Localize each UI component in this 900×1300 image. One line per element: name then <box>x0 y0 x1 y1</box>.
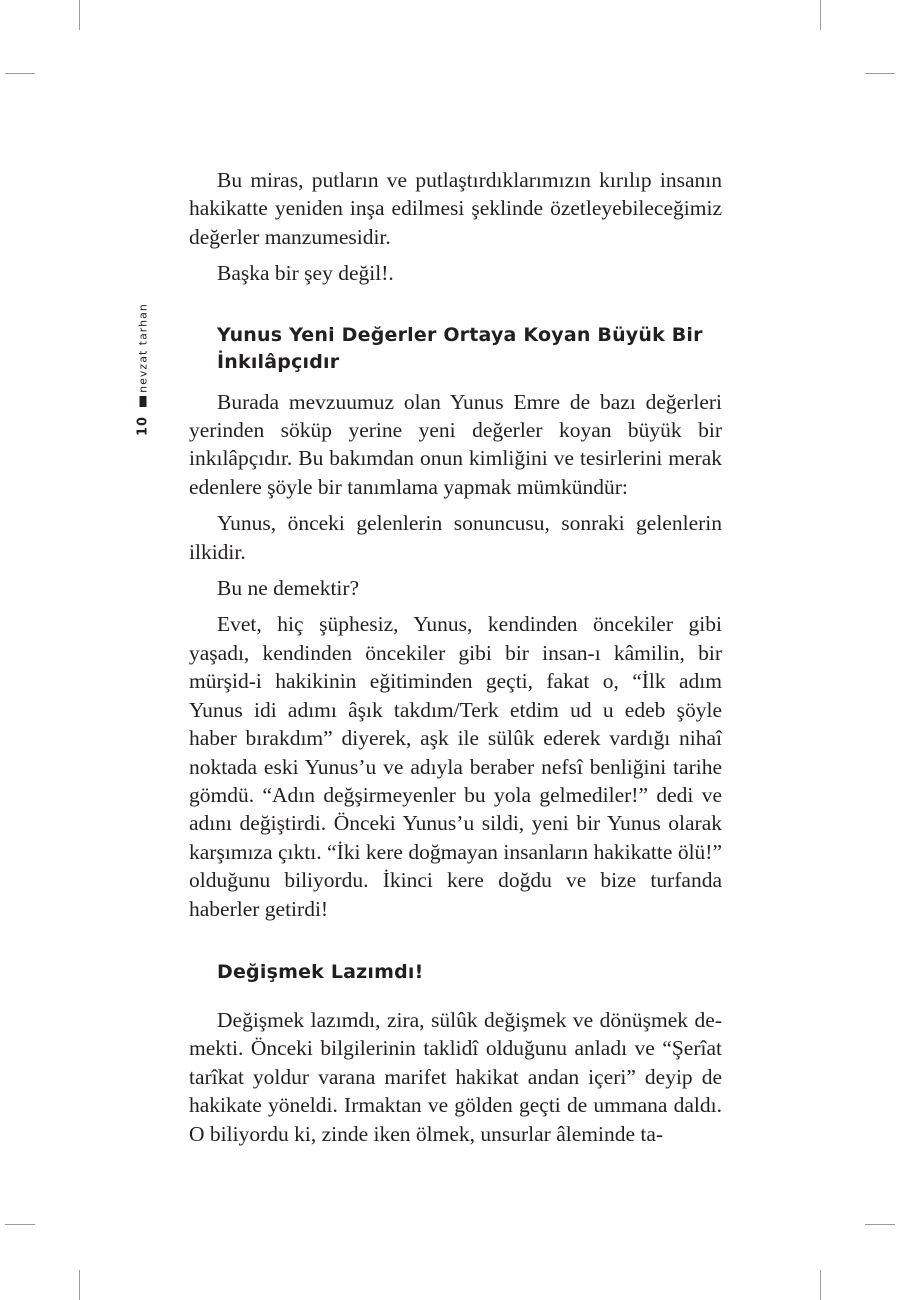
section-heading: Yunus Yeni Değerler Ortaya Koyan Büyük Bir İnkılâpçıdır <box>217 323 703 373</box>
paragraph: Evet, hiç şüphesiz, Yunus, kendinden öncekiler gibi yaşadı, kendinden öncekiler gibi bir insan-ı kâmilin, bir mürşid-i hakikinin eğitiminden geçti, fakat o, “İlk adım Yunus idi adımı âşık takdım/Terk etdim ud u edeb şöyle haber bırakdım” diyerek, aşk ile sülûk ederek vardığı nihaî noktada eski Yunus’u ve adıyla beraber nefsî benliğini tarihe gömdü. “Adın değşirmeyenler bu yola gelmediler!” dedi ve adını değiştirdi. Önceki Yunus’u sildi, yeni bir Yunus olarak karşımıza çıktı. “İki kere doğmayan insanların hakikatte ölü!” olduğunu biliyordu. İkinci kere doğdu ve bize turfanda haberler getirdi! <box>189 612 722 921</box>
crop-mark-left-lower <box>5 1224 35 1225</box>
running-header-marker <box>140 396 147 407</box>
paragraph: Burada mevzuumuz olan Yunus Emre de bazı değerleri yerinden söküp yerine yeni değerler koyan büyük bir inkılâpçıdır. Bu bakımdan onun kimliğini ve tesirlerini merak edenlere şöyle bir tanımlama yapmak mümkündür: <box>189 389 722 499</box>
crop-mark-top-left <box>79 0 80 30</box>
section-heading: Değişmek Lazımdı! <box>217 960 424 983</box>
paragraph: Bu ne demektir? <box>217 576 360 601</box>
running-header <box>128 300 158 440</box>
paragraph: Başka bir şey değil!. <box>217 261 394 286</box>
paragraph: Değişmek lazımdı, zira, sülûk değişmek ve dönüşmek demekti. Önceki bilgilerinin taklidî olduğunu anladı ve “Şerîat tarîkat yoldur varana marifet hakikat andan içeri” deyip de hakikate yöneldi. Irmaktan ve gölden geçti de ummana daldı. O biliyordu ki, zinde iken ölmek, unsurlar âleminde ta- <box>189 1007 722 1146</box>
crop-mark-bottom-right <box>820 1270 821 1300</box>
page-body <box>189 166 722 1156</box>
crop-mark-right-upper <box>865 73 895 74</box>
crop-mark-bottom-left <box>79 1270 80 1300</box>
running-header-author: nevzat tarhan <box>136 303 150 393</box>
crop-mark-left-upper <box>5 73 35 74</box>
page-number: 10 <box>135 415 151 437</box>
paragraph: Bu miras, putların ve putlaştırdıklarımızın kırılıp insanın hakikatte yeniden inşa edilmesi şeklinde özetleyebileceğimiz değerler manzumesidir. <box>189 168 722 249</box>
paragraph: Yunus, önceki gelenlerin sonuncusu, sonraki gelenlerin ilkidir. <box>189 511 722 564</box>
crop-mark-right-lower <box>865 1224 895 1225</box>
crop-mark-top-right <box>820 0 821 30</box>
